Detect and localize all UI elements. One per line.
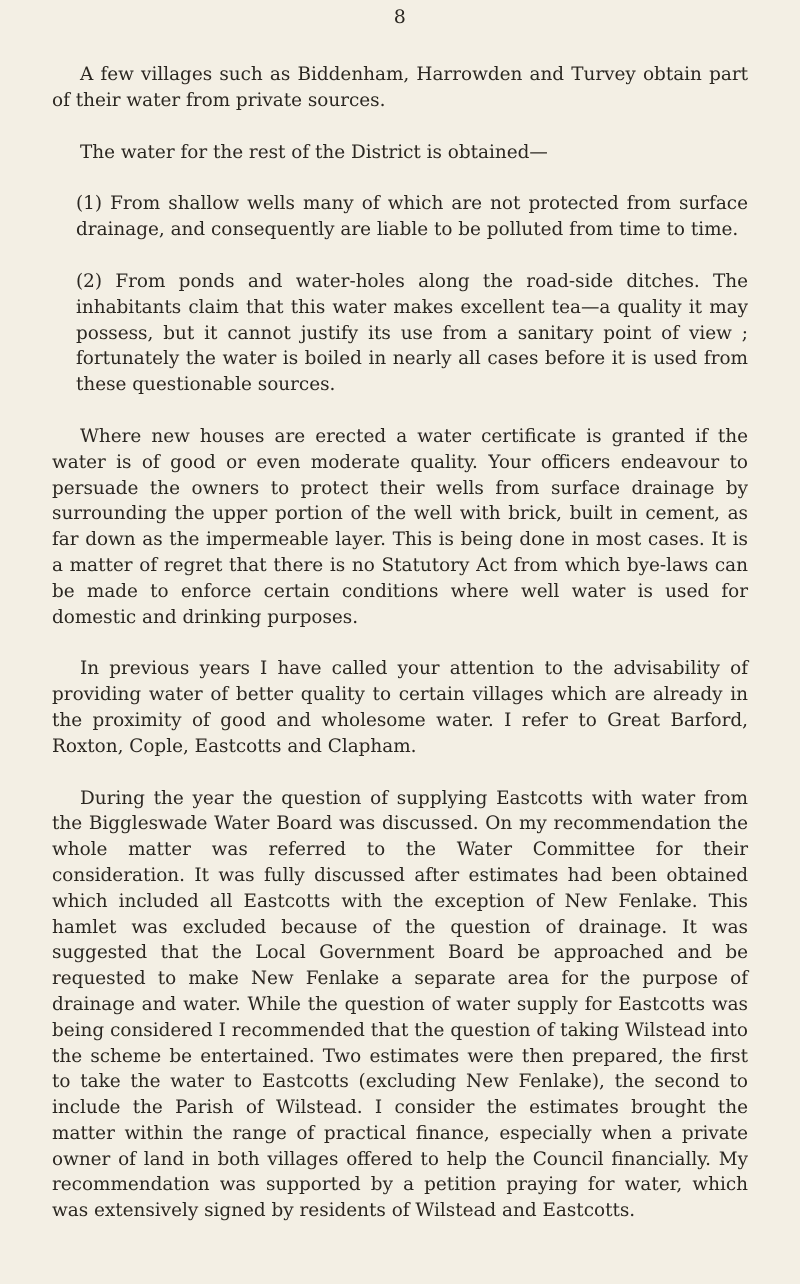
paragraph-district-water-intro: The water for the rest of the District is obtained— (80, 141, 548, 163)
document-body (52, 62, 748, 1224)
paragraph-shallow-wells: (1) From shallow wells many of which are not protected from surface drainage, and consequently are liable to be polluted from time to time. (76, 193, 748, 241)
paragraph-water-certificate: Where new houses are erected a water certificate is granted if the water is of good or even moderate quality. Your officers endeavour to persuade the owners to protect their wells from surface drainage by surrounding the upper portion of the well with brick, built in cement, as far down as the impermeable layer. This is being done in most cases. It is a matter of regret that there is no Statutory Act from which bye-laws can be made to enforce certain conditions where well water is used for domestic and drinking purposes. (52, 425, 748, 628)
paragraph-ponds-water-holes: (2) From ponds and water-holes along the road-side ditches. The inhabitants claim that this water makes excellent tea—a quality it may possess, but it cannot justify its use from a sanitary point of view ; fortunately the water is boiled in nearly all cases before it is used from these questionable sources. (76, 270, 748, 396)
page-number: 8 (393, 6, 407, 28)
paragraph-previous-years: In previous years I have called your attention to the advisability of providing water of better quality to certain villages which are already in the proximity of good and wholesome water. I refer to Great Barford, Roxton, Cople, Eastcotts and Clapham. (52, 658, 748, 757)
paragraph-eastcotts-supply: During the year the question of supplying Eastcotts with water from the Biggleswade Water Board was discussed. On my recommendation the whole matter was referred to the Water Committee for their consideration. It was fully discussed after estimates had been obtained which included all Eastcotts with the exception of New Fenlake. This hamlet was excluded because of the question of drainage. It was suggested that the Local Government Board be approached and be requested to make New Fenlake a separate area for the purpose of drainage and water. While the question of water supply for Eastcotts was being considered I recommended that the question of taking Wilstead into the scheme be entertained. Two estimates were then prepared, the first to take the water to Eastcotts (excluding New Fenlake), the second to include the Parish of Wilstead. I consider the estimates brought the matter within the range of practical finance, especially when a private owner of land in both villages offered to help the Council financially. My recommendation was supported by a petition praying for water, which was extensively signed by residents of Wilstead and Eastcotts. (52, 787, 748, 1222)
paragraph-private-sources: A few villages such as Biddenham, Harrowden and Turvey obtain part of their water from private sources. (52, 64, 748, 111)
